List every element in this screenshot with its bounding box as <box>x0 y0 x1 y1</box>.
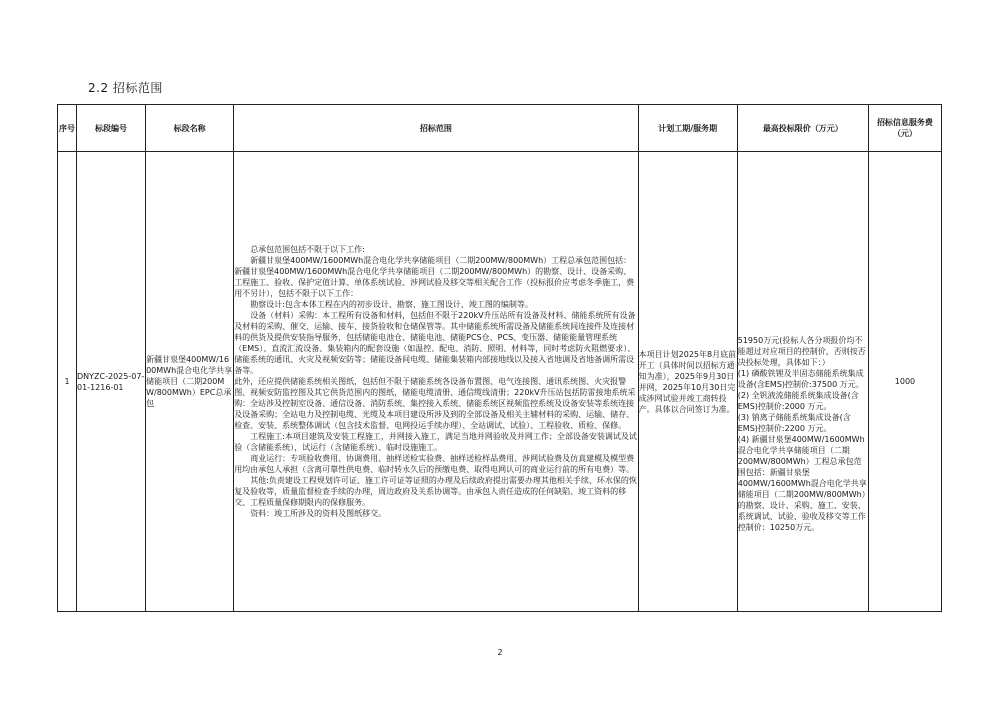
max-price-line: (3) 钠离子储能系统集成设备(含EMS)控制价:2200 万元。 <box>737 412 851 433</box>
bid-scope-table <box>57 104 942 612</box>
cell-seq: 1 <box>58 152 77 612</box>
cell-name: 新疆甘泉堡400MW/1600MWh混合电化学共享储能项目（二期200MW/800MWh）EPC总承包 <box>146 152 234 612</box>
cell-max-price <box>737 152 868 612</box>
max-price-line: (4) 新疆甘泉堡400MW/1600MWh混合电化学共享储能项目（二期200MW/800MWh）工程总承包范围包括：新疆甘泉堡400MW/1600MWh混合电化学共享储能项目（二期200MW/800MWh）的勘察、设计、采购、施工、安装、系统调试、试验、验收及移交等工作控制价：10250万元。 <box>737 434 867 532</box>
scope-para: 新疆甘泉堡400MW/1600MWh混合电化学共享储能项目（二期200MW/800MWh）工程总承包范围包括：新疆甘泉堡400MW/1600MWh混合电化学共享储能项目（二期200MW/800MWh）的勘察、设计、设备采购、工程施工、验收、保护定值计算、单体系统试验、涉网试验及移交等相关配合工作（投标报价应考虑冬季施工，费用不另计），包括不限于以下工作： <box>234 256 635 298</box>
scope-para: 设备（材料）采购：本工程所有设备和材料，包括但不限于220kV升压站所有设备及材料、储能系统所有设备及材料的采购、催交、运输、接车、接货验收和仓储保管等。其中储能系统所需设备及储能系统间连接件及连接材料的供货及提供安装指导服务，包括储能电池仓、储能电池、储能PCS仓、PCS、变压器、储能能量管理系统（EMS）、直流汇流设备、集装箱内的配套设施（如温控、配电、消防、照明、材料等，同时考虑防火阻燃要求）、储能系统的通讯、火灾及视频安防等；储能设备间电缆、储能集装箱内部接地线以及接入省地调及省地备调所需设备等。 <box>234 311 636 375</box>
header-code: 标段编号 <box>77 105 146 152</box>
cell-scope <box>234 152 638 612</box>
scope-para: 资料：竣工所涉及的资料及图纸移交。 <box>250 509 387 518</box>
cell-period: 本项目计划2025年8月底前开工（具体时间以招标方通知为准），2025年9月30日并网，2025年10月30日完成涉网试验并竣工商转投产。具体以合同签订为准。 <box>638 152 737 612</box>
scope-para: 此外，还应提供储能系统相关图纸，包括但不限于储能系统各设备布置图、电气连接图、通讯系统图、火灾报警图、视频安防监控图及其它供货范围内的图纸，储能电缆清册、通信缆线清册；220kV升压站包括防雷接地系统采购：全站涉及控制室设备、通信设备、消防系统、集控接入系统、储能系统区视频监控系统及设备安装等系统连接及设备采购；全站电力及控制电缆、光缆及本项目建设所涉及到的全部设备及相关主辅材料的采购、运输、储存、检查、安装、系统整体调试（包含技术监督、电网投运手续办理）、全站调试、试验）、工程验收、质检、保修。 <box>234 377 636 430</box>
table-header-row <box>58 105 942 152</box>
scope-para: 勘察设计:包含本体工程在内的初步设计、勘察、施工图设计、竣工图的编制等。 <box>250 300 533 309</box>
scope-para: 商业运行：专项验收费用、协调费用、抽样送检实验费、抽样送检样品费用、涉网试验费及仿真建模及模型费用均由承包人承担（含离可靠性供电费、临时转永久后的预缴电费、取得电网认可的商业运行前的所有电费）等。 <box>234 454 635 474</box>
max-price-line: (1) 磷酸铁锂及半固态储能系统集成设备(含EMS)控制价:37500 万元。 <box>737 368 864 389</box>
header-fee: 招标信息服务费（元） <box>868 105 941 152</box>
section-title: 2.2 招标范围 <box>88 81 163 95</box>
scope-para: 其他:负责建设工程规划许可证、施工许可证等证照的办理及后续政府提出需要办理其他相关手续、环水保的恢复及验收等，质量监督检查手续的办理，周边政府及关系协调等。由承包人责任造成的任何缺陷、竣工资料的移交、工程质量保修期限内的保修服务。 <box>234 476 637 507</box>
cell-code: DNYZC-2025-07-01-1216-01 <box>77 152 146 612</box>
header-seq: 序号 <box>58 105 77 152</box>
header-period: 计划工期/服务期 <box>638 105 737 152</box>
cell-fee: 1000 <box>868 152 941 612</box>
max-price-line: 51950万元(投标人各分项报价均不能超过对应项目的控制价，否则按否决投标处理，具体如下：） <box>737 335 866 367</box>
max-price-line: (2) 全钒液流储能系统集成设备(含EMS)控制价:2000 万元。 <box>737 390 859 411</box>
scope-para: 总承包范围包括不限于以下工作: <box>250 245 365 254</box>
table-row <box>58 152 942 612</box>
header-scope: 招标范围 <box>234 105 638 152</box>
page-number: 2 <box>497 648 503 657</box>
scope-para: 工程施工:本项目建筑及安装工程施工，并网接入施工，满足当地并网验收及并网工作；全部设备安装调试及试验（含储能系统），试运行（含储能系统）、临时设施施工。 <box>234 432 637 452</box>
header-max-price: 最高投标限价（万元） <box>737 105 868 152</box>
header-name: 标段名称 <box>146 105 234 152</box>
